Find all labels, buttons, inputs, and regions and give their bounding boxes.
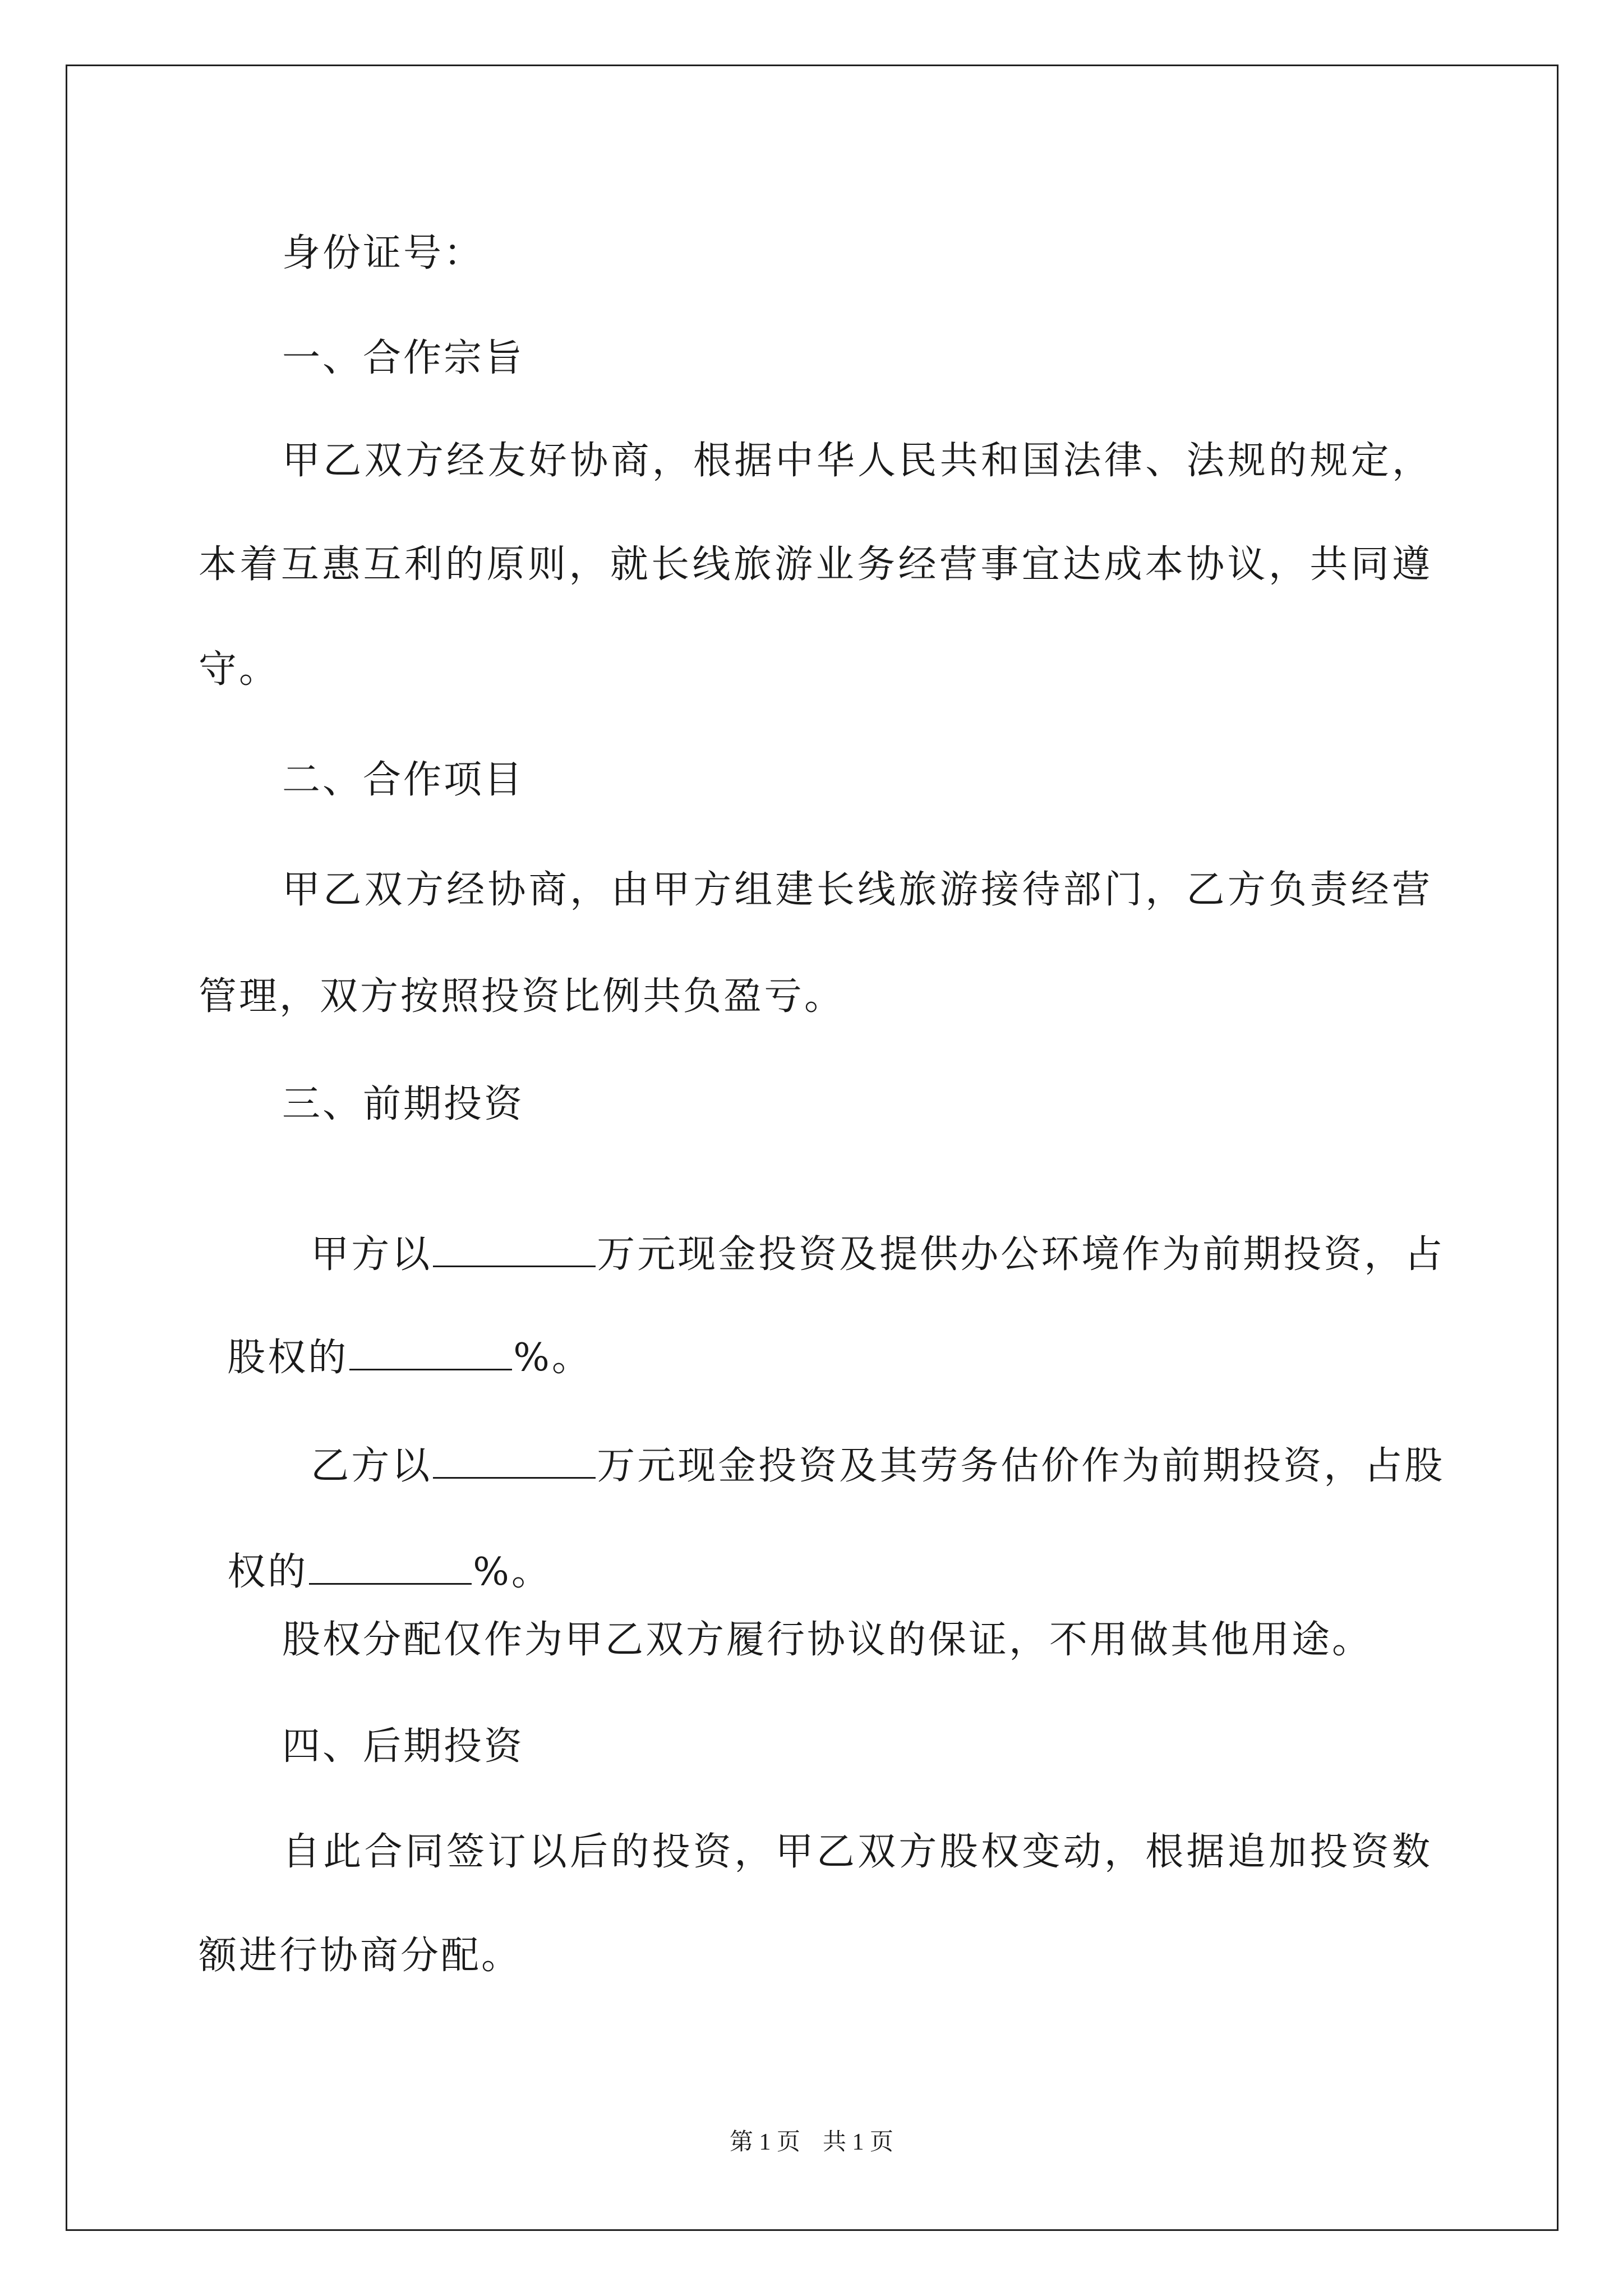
party-a-investment-line — [282, 1196, 1445, 1277]
section-heading-later-investment: 四、后期投资 — [282, 1724, 525, 1769]
text-segment: 股权的 — [227, 1336, 349, 1380]
page-footer — [0, 2131, 1623, 2154]
paragraph-line: 股权分配仅作为甲乙双方履行协议的保证，不用做其他用途。 — [282, 1618, 1373, 1662]
text-segment: 甲方以 — [311, 1232, 432, 1277]
paragraph-line: 甲乙双方经协商，由甲方组建长线旅游接待部门，乙方负责经营 — [282, 868, 1430, 912]
party-b-investment-line — [282, 1407, 1445, 1488]
paragraph-line: 额进行协商分配。 — [199, 1934, 522, 1978]
page-border — [66, 65, 1559, 2231]
page-number: 第 1 页 — [729, 2129, 800, 2155]
fill-in-blank — [309, 1552, 472, 1585]
fill-in-blank — [433, 1234, 596, 1267]
section-heading-initial-investment: 三、前期投资 — [282, 1082, 525, 1126]
party-b-equity-line — [199, 1513, 552, 1594]
fill-in-blank — [433, 1446, 596, 1479]
section-heading-purpose: 一、合作宗旨 — [282, 336, 525, 380]
text-segment: 万元现金投资及其劳务估价作为前期投资，占股 — [597, 1444, 1445, 1488]
paragraph-line: 本着互惠互利的原则，就长线旅游业务经营事宜达成本协议，共同遵 — [199, 542, 1430, 587]
paragraph-line: 自此合同签订以后的投资，甲乙双方股权变动，根据追加投资数 — [282, 1830, 1430, 1874]
paragraph-line: 管理，双方按照投资比例共负盈亏。 — [199, 974, 845, 1019]
paragraph-line: 守。 — [199, 647, 280, 692]
paragraph-line: 甲乙双方经友好协商，根据中华人民共和国法律、法规的规定， — [282, 439, 1430, 483]
text-segment: 权的 — [227, 1550, 308, 1594]
text-segment: %。 — [473, 1550, 552, 1594]
section-heading-project: 二、合作项目 — [282, 758, 525, 802]
text-segment: 万元现金投资及提供办公环境作为前期投资，占 — [597, 1232, 1445, 1277]
party-a-equity-line — [199, 1299, 592, 1380]
id-number-label: 身份证号： — [282, 231, 485, 275]
text-segment: 乙方以 — [311, 1444, 432, 1488]
fill-in-blank — [349, 1337, 512, 1370]
page-total: 共 1 页 — [823, 2129, 894, 2155]
text-segment: %。 — [513, 1336, 592, 1380]
